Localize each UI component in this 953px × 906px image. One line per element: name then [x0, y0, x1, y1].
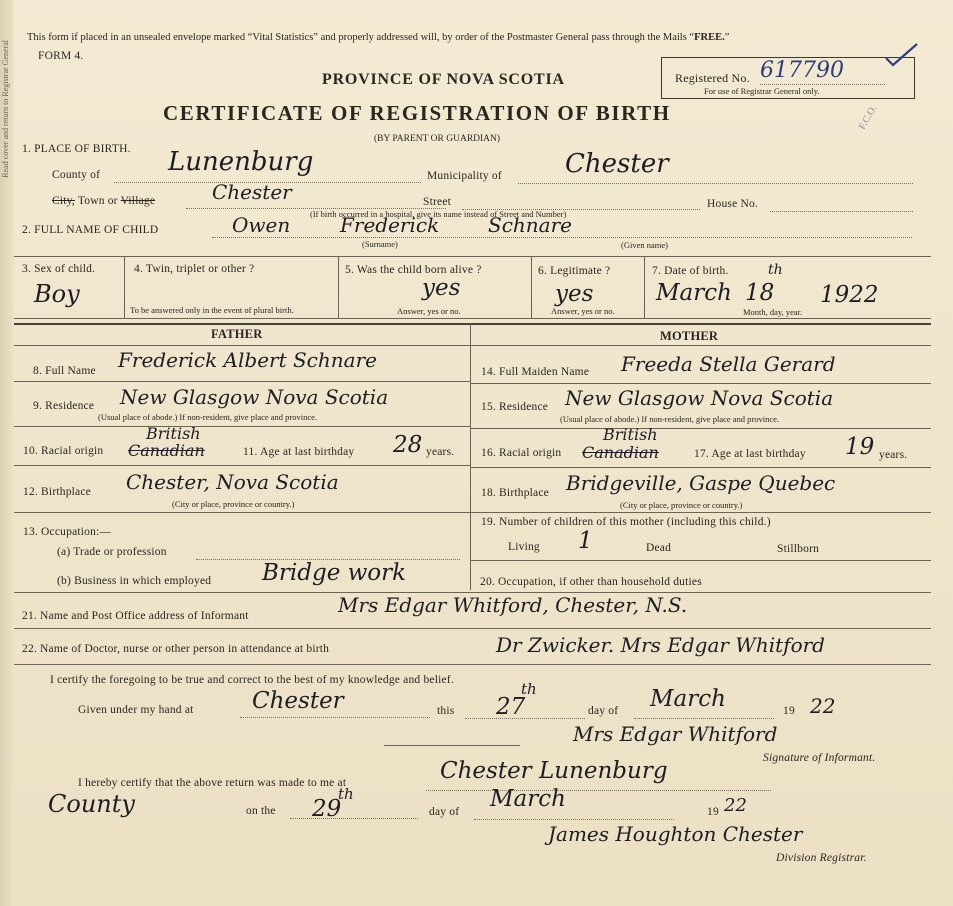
mother-racial-label: 16. Racial origin — [481, 447, 562, 459]
legitimate-label: 6. Legitimate ? — [538, 265, 611, 277]
father-occupation-label: 13. Occupation:— — [23, 526, 112, 538]
town-label-text: Town or — [77, 195, 118, 207]
mother-racial-struck: Canadian — [582, 443, 659, 462]
alive-value: yes — [422, 275, 461, 301]
informant-signature: Mrs Edgar Whitford — [573, 722, 778, 746]
father-racial-value: British — [146, 424, 201, 443]
street-label: Street — [423, 196, 452, 208]
dob-note: Month, day, year. — [743, 307, 803, 317]
certify-day-suffix: th — [521, 680, 537, 698]
mother-living-label: Living — [508, 541, 540, 553]
dob-month: March — [656, 280, 732, 306]
house-number-label: House No. — [707, 198, 758, 210]
informant-signature-label: Signature of Informant. — [763, 752, 876, 764]
registrar-day-value: 29 — [312, 796, 342, 822]
registered-number: 617790 — [760, 58, 844, 83]
mother-racial-value: British — [603, 425, 658, 444]
mother-residence-label: 15. Residence — [481, 401, 549, 413]
city-label-struck: City, — [52, 195, 75, 207]
mother-occupation-label: 20. Occupation, if other than household duties — [480, 576, 702, 588]
certify-text: I certify the foregoing to be true and correct to the best of my knowledge and belief. — [50, 674, 454, 686]
margin-stamp: F.C.O. — [856, 103, 880, 132]
legitimate-value: yes — [555, 281, 594, 307]
registrar-county-value: County — [48, 790, 135, 818]
sex-value: Boy — [34, 280, 80, 308]
mother-living-value: 1 — [578, 528, 593, 554]
registrar-signature-label: Division Registrar. — [776, 852, 867, 864]
mother-residence-value: New Glasgow Nova Scotia — [565, 386, 834, 410]
father-birthplace-note: (City or place, province or country.) — [172, 499, 295, 509]
alive-label: 5. Was the child born alive ? — [345, 264, 482, 276]
father-name-label: 8. Full Name — [33, 365, 96, 377]
registrar-year-prefix: 19 — [707, 806, 719, 818]
sex-label: 3. Sex of child. — [22, 263, 96, 275]
registrar-year-value: 22 — [724, 795, 747, 816]
dob-day-suffix: th — [768, 262, 783, 278]
legitimate-note: Answer, yes or no. — [551, 306, 615, 316]
this-label: this — [437, 705, 455, 717]
form-number: FORM 4. — [38, 50, 84, 62]
father-heading: FATHER — [211, 327, 263, 341]
municipality-label: Municipality of — [427, 170, 502, 182]
father-residence-note: (Usual place of abode.) If non-resident, give place and province. — [98, 412, 318, 422]
province-title: PROVINCE OF NOVA SCOTIA — [322, 71, 565, 88]
registered-label: Registered No. — [675, 71, 750, 85]
child-middle-name: Frederick — [340, 213, 440, 237]
surname-caption: (Surname) — [362, 239, 398, 249]
alive-note: Answer, yes or no. — [397, 306, 461, 316]
mother-residence-note: (Usual place of abode.) If non-resident, give place and province. — [560, 414, 780, 424]
father-racial-struck: Canadian — [128, 441, 205, 460]
given-under-label: Given under my hand at — [78, 704, 194, 716]
mother-age-label: 17. Age at last birthday — [694, 448, 806, 460]
informant-value: Mrs Edgar Whitford, Chester, N.S. — [338, 593, 688, 617]
dob-label: 7. Date of birth. — [652, 265, 729, 277]
mother-dead-label: Dead — [646, 542, 672, 554]
mother-birthplace-label: 18. Birthplace — [481, 487, 549, 499]
father-birthplace-label: 12. Birthplace — [23, 486, 91, 498]
doctor-label: 22. Name of Doctor, nurse or other person in attendance at birth — [22, 643, 330, 655]
certify-month-value: March — [650, 686, 726, 712]
certify-year-prefix: 19 — [783, 705, 795, 717]
father-trade-label: (a) Trade or profession — [57, 546, 167, 558]
postal-note-post: ” — [724, 32, 730, 43]
place-of-birth-label: 1. PLACE OF BIRTH. — [22, 143, 131, 155]
registrar-signature: James Houghton Chester — [548, 822, 803, 846]
child-name-label: 2. FULL NAME OF CHILD — [22, 224, 159, 236]
registrar-place-value: Chester Lunenburg — [440, 758, 668, 784]
postal-note-pre: This form if placed in an unsealed envelope marked “Vital Statistics” and properly addressed will, by order of the Postmaster General pass through the Mails “ — [27, 32, 695, 43]
postal-note-free: FREE. — [694, 32, 725, 43]
certify-day-value: 27 — [496, 694, 526, 720]
mother-name-value: Freeda Stella Gerard — [621, 352, 836, 376]
left-edge-text: Read cover and return to Registrar General — [1, 40, 10, 178]
twin-note: To be answered only in the event of plural birth. — [130, 305, 294, 315]
dob-day: 18 — [745, 280, 775, 306]
county-value: Lunenburg — [168, 147, 314, 177]
given-place-value: Chester — [252, 688, 344, 714]
certify-year-value: 22 — [810, 694, 836, 718]
mother-birthplace-note: (City or place, province or country.) — [620, 500, 743, 510]
mother-name-label: 14. Full Maiden Name — [481, 366, 590, 378]
mother-children-label: 19. Number of children of this mother (including this child.) — [481, 516, 771, 528]
given-name-caption: (Given name) — [621, 240, 668, 250]
father-age-label: 11. Age at last birthday — [243, 446, 355, 458]
father-racial-label: 10. Racial origin — [23, 445, 104, 457]
hospital-note: (If birth occurred in a hospital, give its name instead of Street and Number) — [310, 209, 567, 219]
town-label — [52, 195, 155, 207]
father-residence-label: 9. Residence — [33, 400, 95, 412]
certify-day-of-label: day of — [588, 705, 619, 717]
county-label: County of — [52, 169, 101, 181]
father-years-label: years. — [426, 446, 455, 458]
municipality-value: Chester — [565, 149, 669, 179]
postal-note — [27, 32, 729, 43]
father-age-value: 28 — [393, 432, 423, 458]
mother-years-label: years. — [879, 449, 908, 461]
child-surname: Schnare — [488, 213, 572, 237]
registrar-note: For use of Registrar General only. — [704, 86, 820, 96]
dob-year: 1922 — [820, 282, 879, 308]
village-label-struck: Village — [120, 195, 156, 207]
mother-age-value: 19 — [845, 434, 875, 460]
mother-heading: MOTHER — [660, 329, 719, 343]
town-value: Chester — [212, 180, 292, 204]
father-birthplace-value: Chester, Nova Scotia — [126, 470, 339, 494]
informant-label: 21. Name and Post Office address of Informant — [22, 610, 249, 622]
child-given-name: Owen — [232, 213, 291, 237]
checkmark-icon — [884, 42, 920, 68]
left-edge-strip — [0, 0, 14, 906]
registrar-day-of-label: day of — [429, 806, 460, 818]
certificate-subtitle: (BY PARENT OR GUARDIAN) — [374, 134, 501, 144]
father-business-value: Bridge work — [262, 560, 407, 586]
doctor-value: Dr Zwicker. Mrs Edgar Whitford — [496, 633, 825, 657]
registrar-text: I hereby certify that the above return was made to me at — [78, 777, 347, 789]
registrar-month-value: March — [490, 786, 566, 812]
twin-label: 4. Twin, triplet or other ? — [134, 263, 255, 275]
father-residence-value: New Glasgow Nova Scotia — [120, 385, 389, 409]
registrar-on-the-label: on the — [246, 805, 276, 817]
mother-birthplace-value: Bridgeville, Gaspe Quebec — [566, 471, 836, 495]
father-name-value: Frederick Albert Schnare — [118, 348, 377, 372]
mother-stillborn-label: Stillborn — [777, 543, 820, 555]
father-business-label: (b) Business in which employed — [57, 575, 212, 587]
certificate-title: CERTIFICATE OF REGISTRATION OF BIRTH — [163, 101, 671, 125]
registrar-day-suffix: th — [338, 785, 354, 803]
